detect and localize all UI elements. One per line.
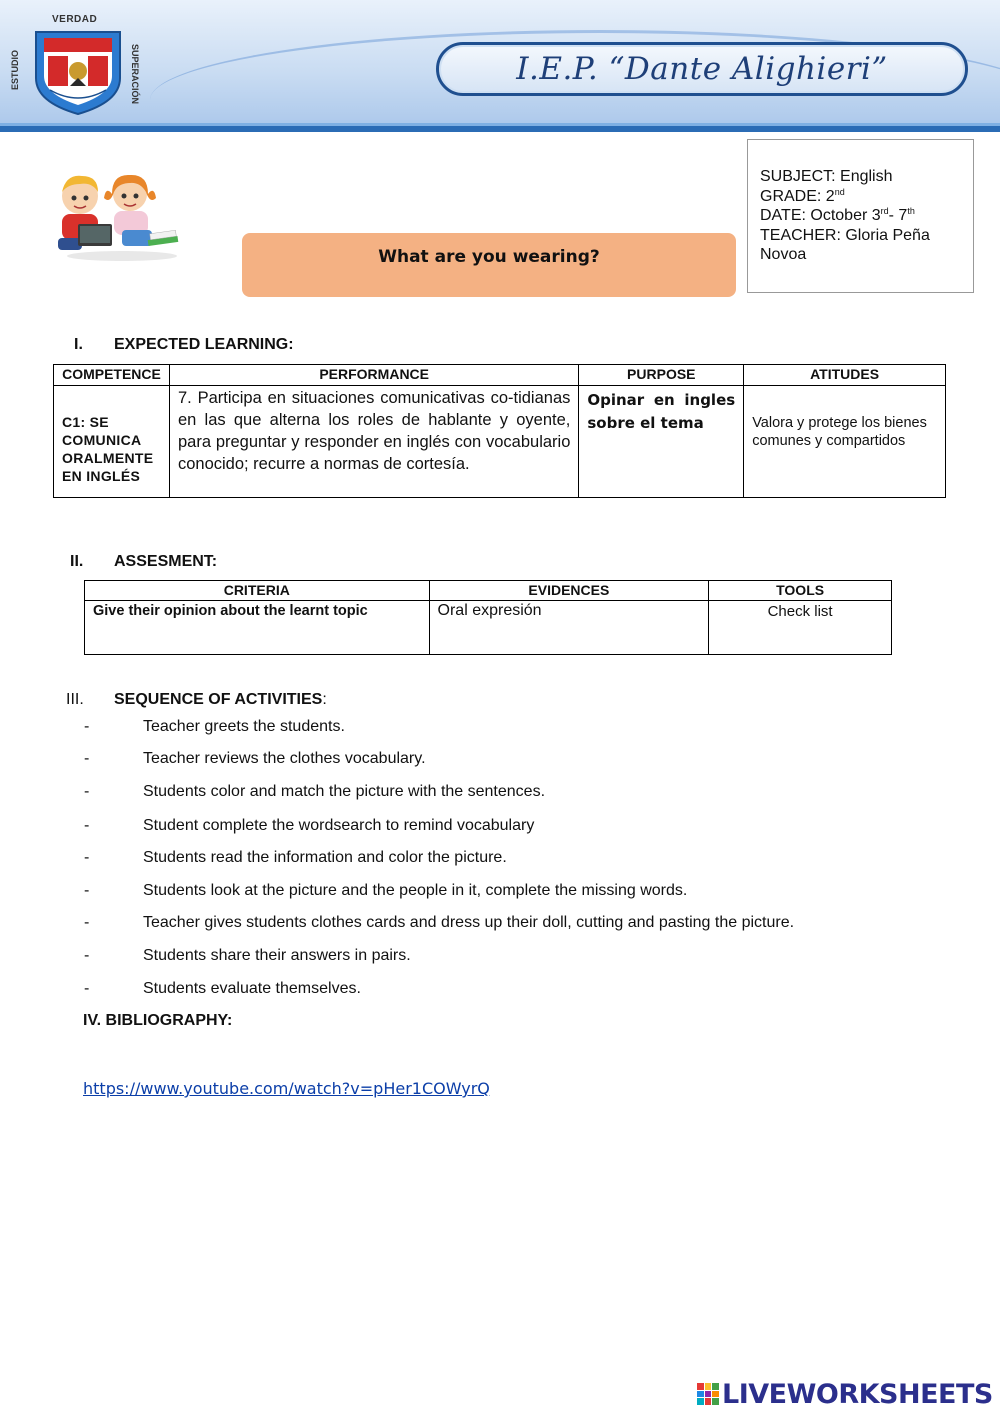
banner-bottom-border bbox=[0, 126, 1000, 132]
table-row bbox=[85, 601, 892, 655]
attitudes-cell: Valora y protege los bienes comunes y compartidos bbox=[744, 386, 946, 498]
children-illustration bbox=[52, 168, 182, 262]
section-heading-bibliography: IV. BIBLIOGRAPHY: bbox=[83, 1012, 233, 1029]
subject-line: SUBJECT: English bbox=[760, 168, 893, 185]
crest-motto-left: ESTUDIO bbox=[10, 49, 20, 90]
lesson-title: What are you wearing? bbox=[378, 247, 600, 267]
expected-learning-table bbox=[53, 364, 946, 498]
tools-cell: Check list bbox=[709, 601, 892, 655]
school-crest-logo bbox=[32, 28, 124, 116]
section-heading-activities: III. SEQUENCE OF ACTIVITIES: bbox=[66, 691, 327, 708]
assessment-table bbox=[84, 580, 892, 655]
list-item: - Students look at the picture and the people in it, complete the missing words. bbox=[84, 882, 688, 899]
list-item: - Students color and match the picture with the sentences. bbox=[84, 783, 546, 800]
column-header-purpose: PURPOSE bbox=[579, 365, 744, 386]
list-item: - Teacher reviews the clothes vocabulary. bbox=[84, 750, 426, 767]
date-line: DATE: October 3rd- 7th bbox=[760, 206, 915, 224]
lesson-title-bar bbox=[242, 233, 736, 297]
bibliography-link[interactable]: https://www.youtube.com/watch?v=pHer1COWyrQ bbox=[83, 1079, 490, 1098]
column-header-evidences: EVIDENCES bbox=[429, 581, 709, 601]
competence-cell: C1: SE COMUNICA ORALMENTE EN INGLÉS bbox=[54, 386, 170, 498]
liveworksheets-logo-icon bbox=[697, 1383, 719, 1405]
lesson-info-box bbox=[747, 139, 974, 293]
criteria-cell: Give their opinion about the learnt topic bbox=[85, 601, 430, 655]
purpose-cell: Opinar en ingles sobre el tema bbox=[579, 386, 744, 498]
table-row bbox=[54, 386, 946, 498]
teacher-line: TEACHER: Gloria Peña bbox=[760, 226, 930, 244]
column-header-criteria: CRITERIA bbox=[85, 581, 430, 601]
list-item: - Teacher greets the students. bbox=[84, 718, 345, 735]
column-header-attitudes: ATITUDES bbox=[744, 365, 946, 386]
column-header-performance: PERFORMANCE bbox=[169, 365, 578, 386]
crest-motto-top: VERDAD bbox=[52, 14, 98, 25]
list-item: - Students share their answers in pairs. bbox=[84, 947, 411, 964]
list-item: - Student complete the wordsearch to remind vocabulary bbox=[84, 817, 535, 834]
crest-motto-right: SUPERACIÓN bbox=[130, 44, 140, 105]
school-name: I.E.P. “Dante Alighieri” bbox=[516, 51, 888, 87]
list-item: - Students evaluate themselves. bbox=[84, 980, 361, 997]
column-header-competence: COMPETENCE bbox=[54, 365, 170, 386]
header-banner bbox=[0, 0, 1000, 132]
teacher-line-2: Novoa bbox=[760, 246, 807, 263]
column-header-tools: TOOLS bbox=[709, 581, 892, 601]
school-name-plate bbox=[436, 42, 968, 96]
table-header-row bbox=[85, 581, 892, 601]
list-item: - Teacher gives students clothes cards and dress up their doll, cutting and pasting the picture. bbox=[84, 914, 795, 931]
liveworksheets-wordmark: LIVEWORKSHEETS bbox=[722, 1378, 993, 1410]
section-heading-assessment: II. ASSESMENT: bbox=[70, 553, 218, 570]
liveworksheets-brand[interactable] bbox=[697, 1377, 993, 1411]
evidences-cell: Oral expresión bbox=[429, 601, 709, 655]
table-header-row bbox=[54, 365, 946, 386]
list-item: - Students read the information and color the picture. bbox=[84, 849, 507, 866]
performance-cell: 7. Participa en situaciones comunicativas co-tidianas en las que alterna los roles de hablante y oyente, para preguntar y responder en inglés con vocabulario conocido; recurre a normas de cortesía. bbox=[169, 386, 578, 498]
section-heading-expected-learning: I. EXPECTED LEARNING: bbox=[74, 336, 294, 353]
grade-line: GRADE: 2nd bbox=[760, 186, 845, 205]
